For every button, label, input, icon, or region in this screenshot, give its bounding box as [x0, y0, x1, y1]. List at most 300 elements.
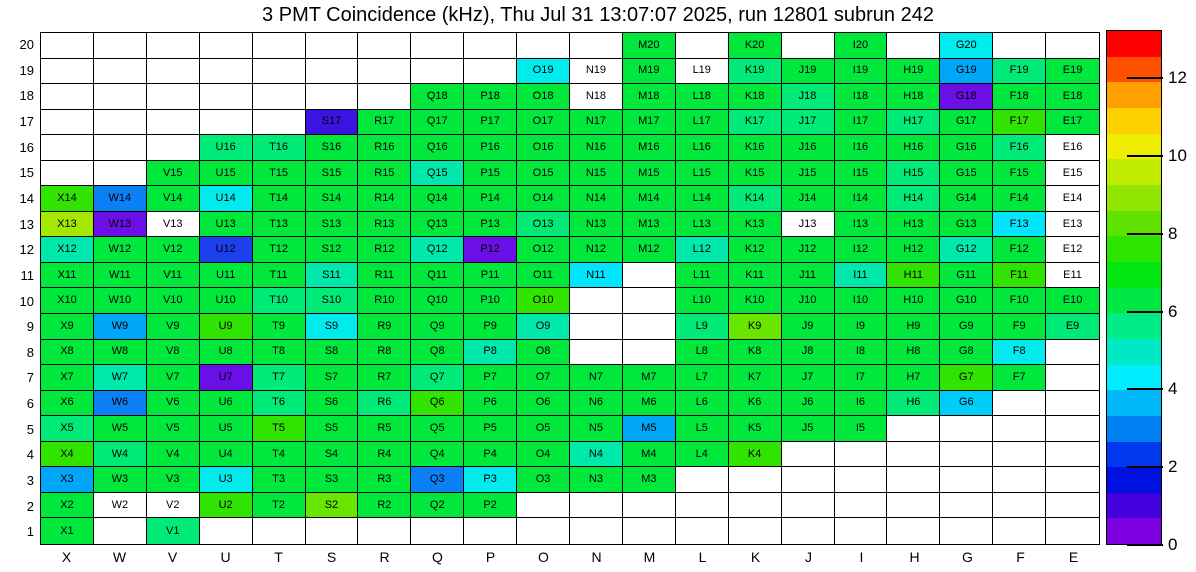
cell-O5: O5: [517, 416, 570, 442]
cell-empty: [147, 33, 200, 59]
cell-empty: [676, 33, 729, 59]
cell-K19: K19: [729, 59, 782, 85]
x-axis-label-Q: Q: [432, 549, 443, 565]
cell-I14: I14: [835, 186, 888, 212]
cell-H19: H19: [887, 59, 940, 85]
cell-H17: H17: [887, 110, 940, 136]
cell-empty: [940, 416, 993, 442]
cell-W14: W14: [94, 186, 147, 212]
cell-E10: E10: [1046, 288, 1099, 314]
cell-M6: M6: [623, 391, 676, 417]
cell-U16: U16: [200, 135, 253, 161]
colorbar-band: [1107, 159, 1161, 185]
cell-empty: [200, 59, 253, 85]
cell-R4: R4: [358, 442, 411, 468]
cell-empty: [94, 518, 147, 544]
cell-O14: O14: [517, 186, 570, 212]
cell-P13: P13: [464, 212, 517, 238]
cell-I11: I11: [835, 263, 888, 289]
cell-empty: [94, 59, 147, 85]
cell-U3: U3: [200, 467, 253, 493]
cell-empty: [41, 161, 94, 187]
colorbar-band: [1107, 416, 1161, 442]
cell-E18: E18: [1046, 84, 1099, 110]
cell-H11: H11: [887, 263, 940, 289]
colorbar-band: [1107, 288, 1161, 314]
colorbar-tick: [1127, 311, 1163, 313]
cell-S12: S12: [306, 237, 359, 263]
cell-U2: U2: [200, 493, 253, 519]
cell-U12: U12: [200, 237, 253, 263]
cell-O6: O6: [517, 391, 570, 417]
cell-S14: S14: [306, 186, 359, 212]
cell-P9: P9: [464, 314, 517, 340]
cell-V7: V7: [147, 365, 200, 391]
cell-U15: U15: [200, 161, 253, 187]
x-axis-label-S: S: [326, 549, 337, 565]
cell-empty: [623, 288, 676, 314]
cell-O10: O10: [517, 288, 570, 314]
cell-G9: G9: [940, 314, 993, 340]
cell-X6: X6: [41, 391, 94, 417]
cell-empty: [887, 442, 940, 468]
cell-empty: [94, 135, 147, 161]
y-axis-label-11: 11: [20, 267, 34, 283]
cell-empty: [676, 467, 729, 493]
cell-I8: I8: [835, 340, 888, 366]
cell-S16: S16: [306, 135, 359, 161]
cell-empty: [464, 518, 517, 544]
cell-K4: K4: [729, 442, 782, 468]
cell-J11: J11: [782, 263, 835, 289]
cell-L4: L4: [676, 442, 729, 468]
cell-empty: [887, 416, 940, 442]
cell-empty: [1046, 340, 1099, 366]
cell-empty: [887, 493, 940, 519]
cell-U9: U9: [200, 314, 253, 340]
cell-J9: J9: [782, 314, 835, 340]
cell-L16: L16: [676, 135, 729, 161]
cell-empty: [517, 493, 570, 519]
x-axis-label-R: R: [379, 549, 390, 565]
cell-R14: R14: [358, 186, 411, 212]
cell-Q16: Q16: [411, 135, 464, 161]
cell-W4: W4: [94, 442, 147, 468]
cell-empty: [147, 110, 200, 136]
cell-P5: P5: [464, 416, 517, 442]
cell-K20: K20: [729, 33, 782, 59]
cell-Q10: Q10: [411, 288, 464, 314]
cell-S4: S4: [306, 442, 359, 468]
cell-X7: X7: [41, 365, 94, 391]
cell-empty: [1046, 33, 1099, 59]
cell-empty: [940, 442, 993, 468]
cell-X4: X4: [41, 442, 94, 468]
colorbar-band: [1107, 236, 1161, 262]
cell-X2: X2: [41, 493, 94, 519]
cell-L5: L5: [676, 416, 729, 442]
cell-empty: [835, 467, 888, 493]
cell-J16: J16: [782, 135, 835, 161]
cell-empty: [782, 493, 835, 519]
y-axis-label-5: 5: [26, 421, 34, 437]
cell-empty: [570, 288, 623, 314]
cell-P18: P18: [464, 84, 517, 110]
cell-empty: [253, 518, 306, 544]
cell-empty: [835, 518, 888, 544]
cell-empty: [200, 110, 253, 136]
cell-J17: J17: [782, 110, 835, 136]
cell-J15: J15: [782, 161, 835, 187]
cell-R8: R8: [358, 340, 411, 366]
cell-T14: T14: [253, 186, 306, 212]
cell-T3: T3: [253, 467, 306, 493]
colorbar-band: [1107, 82, 1161, 108]
cell-G7: G7: [940, 365, 993, 391]
colorbar-band: [1107, 31, 1161, 57]
cell-K15: K15: [729, 161, 782, 187]
cell-T9: T9: [253, 314, 306, 340]
cell-N18: N18: [570, 84, 623, 110]
cell-empty: [517, 518, 570, 544]
cell-J13: J13: [782, 212, 835, 238]
cell-L13: L13: [676, 212, 729, 238]
cell-I12: I12: [835, 237, 888, 263]
cell-empty: [993, 391, 1046, 417]
cell-G11: G11: [940, 263, 993, 289]
cell-J6: J6: [782, 391, 835, 417]
cell-L14: L14: [676, 186, 729, 212]
cell-P3: P3: [464, 467, 517, 493]
cell-X3: X3: [41, 467, 94, 493]
cell-empty: [200, 33, 253, 59]
cell-T7: T7: [253, 365, 306, 391]
cell-empty: [623, 493, 676, 519]
cell-Q3: Q3: [411, 467, 464, 493]
cell-empty: [358, 518, 411, 544]
x-axis-label-K: K: [750, 549, 761, 565]
cell-V13: V13: [147, 212, 200, 238]
cell-E17: E17: [1046, 110, 1099, 136]
cell-M20: M20: [623, 33, 676, 59]
cell-K16: K16: [729, 135, 782, 161]
cell-S6: S6: [306, 391, 359, 417]
cell-Q2: Q2: [411, 493, 464, 519]
cell-empty: [1046, 442, 1099, 468]
cell-H16: H16: [887, 135, 940, 161]
cell-empty: [41, 84, 94, 110]
cell-N5: N5: [570, 416, 623, 442]
cell-L15: L15: [676, 161, 729, 187]
cell-I13: I13: [835, 212, 888, 238]
cell-Q6: Q6: [411, 391, 464, 417]
cell-empty: [1046, 391, 1099, 417]
cell-S11: S11: [306, 263, 359, 289]
cell-Q14: Q14: [411, 186, 464, 212]
cell-N15: N15: [570, 161, 623, 187]
cell-K17: K17: [729, 110, 782, 136]
cell-W11: W11: [94, 263, 147, 289]
cell-E11: E11: [1046, 263, 1099, 289]
colorbar-tick-label-10: 10: [1168, 146, 1187, 166]
cell-empty: [887, 33, 940, 59]
cell-empty: [623, 340, 676, 366]
cell-S7: S7: [306, 365, 359, 391]
cell-R17: R17: [358, 110, 411, 136]
cell-empty: [1046, 493, 1099, 519]
cell-F8: F8: [993, 340, 1046, 366]
colorbar-band: [1107, 262, 1161, 288]
cell-empty: [1046, 518, 1099, 544]
cell-Q5: Q5: [411, 416, 464, 442]
cell-H12: H12: [887, 237, 940, 263]
cell-W10: W10: [94, 288, 147, 314]
cell-Q7: Q7: [411, 365, 464, 391]
colorbar-tick-label-2: 2: [1168, 457, 1178, 477]
x-axis-label-U: U: [220, 549, 231, 565]
colorbar-tick: [1127, 388, 1163, 390]
y-axis-label-7: 7: [26, 370, 34, 386]
cell-T6: T6: [253, 391, 306, 417]
cell-R2: R2: [358, 493, 411, 519]
cell-empty: [358, 33, 411, 59]
cell-F18: F18: [993, 84, 1046, 110]
cell-R15: R15: [358, 161, 411, 187]
cell-U5: U5: [200, 416, 253, 442]
cell-I19: I19: [835, 59, 888, 85]
cell-G8: G8: [940, 340, 993, 366]
cell-F14: F14: [993, 186, 1046, 212]
x-axis-label-E: E: [1068, 549, 1079, 565]
cell-empty: [147, 59, 200, 85]
cell-S2: S2: [306, 493, 359, 519]
cell-L8: L8: [676, 340, 729, 366]
colorbar-band: [1107, 467, 1161, 493]
y-axis-label-13: 13: [19, 216, 34, 232]
cell-L10: L10: [676, 288, 729, 314]
cell-X13: X13: [41, 212, 94, 238]
cell-I10: I10: [835, 288, 888, 314]
cell-O7: O7: [517, 365, 570, 391]
colorbar-tick-label-6: 6: [1168, 301, 1178, 321]
cell-H15: H15: [887, 161, 940, 187]
cell-P7: P7: [464, 365, 517, 391]
cell-F17: F17: [993, 110, 1046, 136]
cell-X9: X9: [41, 314, 94, 340]
cell-empty: [306, 518, 359, 544]
x-axis-label-T: T: [274, 549, 283, 565]
cell-F15: F15: [993, 161, 1046, 187]
cell-E19: E19: [1046, 59, 1099, 85]
cell-empty: [993, 467, 1046, 493]
cell-empty: [411, 59, 464, 85]
cell-N12: N12: [570, 237, 623, 263]
cell-H8: H8: [887, 340, 940, 366]
cell-R12: R12: [358, 237, 411, 263]
x-axis-label-J: J: [805, 549, 812, 565]
cell-M4: M4: [623, 442, 676, 468]
cell-empty: [782, 467, 835, 493]
colorbar-tick-label-0: 0: [1168, 535, 1178, 554]
cell-K7: K7: [729, 365, 782, 391]
cell-W9: W9: [94, 314, 147, 340]
y-axis-label-1: 1: [26, 524, 34, 540]
cell-P4: P4: [464, 442, 517, 468]
cell-R7: R7: [358, 365, 411, 391]
cell-L9: L9: [676, 314, 729, 340]
cell-G19: G19: [940, 59, 993, 85]
cell-H10: H10: [887, 288, 940, 314]
cell-G18: G18: [940, 84, 993, 110]
cell-Q4: Q4: [411, 442, 464, 468]
cell-U14: U14: [200, 186, 253, 212]
colorbar-band: [1107, 518, 1161, 544]
cell-E15: E15: [1046, 161, 1099, 187]
cell-V8: V8: [147, 340, 200, 366]
cell-N3: N3: [570, 467, 623, 493]
cell-F9: F9: [993, 314, 1046, 340]
cell-J14: J14: [782, 186, 835, 212]
cell-R9: R9: [358, 314, 411, 340]
cell-empty: [94, 110, 147, 136]
cell-W8: W8: [94, 340, 147, 366]
colorbar-tick-label-4: 4: [1168, 379, 1178, 399]
cell-T12: T12: [253, 237, 306, 263]
cell-F16: F16: [993, 135, 1046, 161]
cell-I16: I16: [835, 135, 888, 161]
cell-P10: P10: [464, 288, 517, 314]
cell-G14: G14: [940, 186, 993, 212]
cell-M3: M3: [623, 467, 676, 493]
cell-empty: [94, 84, 147, 110]
cell-T2: T2: [253, 493, 306, 519]
colorbar-band: [1107, 390, 1161, 416]
cell-I17: I17: [835, 110, 888, 136]
cell-E13: E13: [1046, 212, 1099, 238]
cell-O16: O16: [517, 135, 570, 161]
cell-empty: [782, 442, 835, 468]
cell-J8: J8: [782, 340, 835, 366]
plot-area: [40, 32, 1100, 545]
cell-S5: S5: [306, 416, 359, 442]
y-axis-label-3: 3: [26, 473, 34, 489]
cell-empty: [306, 84, 359, 110]
cell-empty: [41, 33, 94, 59]
cell-empty: [200, 518, 253, 544]
cell-G6: G6: [940, 391, 993, 417]
cell-S13: S13: [306, 212, 359, 238]
cell-K9: K9: [729, 314, 782, 340]
y-axis-label-19: 19: [19, 62, 34, 78]
y-axis-label-15: 15: [19, 165, 34, 181]
cell-N17: N17: [570, 110, 623, 136]
cell-empty: [993, 442, 1046, 468]
cell-O13: O13: [517, 212, 570, 238]
cell-empty: [464, 59, 517, 85]
colorbar-tick: [1127, 233, 1163, 235]
cell-O4: O4: [517, 442, 570, 468]
cell-Q9: Q9: [411, 314, 464, 340]
colorbar-tick: [1127, 466, 1163, 468]
y-axis-label-12: 12: [19, 242, 34, 258]
cell-Q15: Q15: [411, 161, 464, 187]
cell-T10: T10: [253, 288, 306, 314]
cell-L12: L12: [676, 237, 729, 263]
y-axis-label-9: 9: [26, 319, 34, 335]
cell-K8: K8: [729, 340, 782, 366]
cell-L18: L18: [676, 84, 729, 110]
cell-empty: [835, 493, 888, 519]
cell-V2: V2: [147, 493, 200, 519]
cell-Q13: Q13: [411, 212, 464, 238]
cell-E9: E9: [1046, 314, 1099, 340]
cell-O12: O12: [517, 237, 570, 263]
cell-X10: X10: [41, 288, 94, 314]
cell-Q8: Q8: [411, 340, 464, 366]
cell-V12: V12: [147, 237, 200, 263]
cell-L11: L11: [676, 263, 729, 289]
colorbar-band: [1107, 365, 1161, 391]
cell-empty: [306, 59, 359, 85]
y-axis-label-4: 4: [26, 447, 34, 463]
cell-W3: W3: [94, 467, 147, 493]
cell-T13: T13: [253, 212, 306, 238]
cell-M17: M17: [623, 110, 676, 136]
cell-G17: G17: [940, 110, 993, 136]
cell-O15: O15: [517, 161, 570, 187]
cell-L19: L19: [676, 59, 729, 85]
cell-empty: [358, 59, 411, 85]
y-axis-label-14: 14: [19, 190, 34, 206]
y-axis-label-2: 2: [26, 498, 34, 514]
cell-K14: K14: [729, 186, 782, 212]
cell-H18: H18: [887, 84, 940, 110]
x-axis-label-I: I: [859, 549, 864, 565]
cell-P15: P15: [464, 161, 517, 187]
cell-M7: M7: [623, 365, 676, 391]
cell-M13: M13: [623, 212, 676, 238]
cell-V9: V9: [147, 314, 200, 340]
cell-empty: [358, 84, 411, 110]
cell-empty: [570, 314, 623, 340]
cell-P14: P14: [464, 186, 517, 212]
cell-empty: [411, 518, 464, 544]
x-axis-label-F: F: [1016, 549, 1025, 565]
cell-empty: [306, 33, 359, 59]
cell-empty: [729, 493, 782, 519]
cell-S15: S15: [306, 161, 359, 187]
cell-V14: V14: [147, 186, 200, 212]
cell-V5: V5: [147, 416, 200, 442]
cell-empty: [570, 33, 623, 59]
cell-O18: O18: [517, 84, 570, 110]
cell-empty: [940, 518, 993, 544]
cell-empty: [1046, 365, 1099, 391]
cell-R11: R11: [358, 263, 411, 289]
cell-P2: P2: [464, 493, 517, 519]
cell-R5: R5: [358, 416, 411, 442]
cell-empty: [94, 33, 147, 59]
cell-V15: V15: [147, 161, 200, 187]
colorbar-tick-label-12: 12: [1168, 68, 1187, 88]
cell-L17: L17: [676, 110, 729, 136]
cell-N13: N13: [570, 212, 623, 238]
cell-F19: F19: [993, 59, 1046, 85]
cell-S3: S3: [306, 467, 359, 493]
cell-I5: I5: [835, 416, 888, 442]
cell-T5: T5: [253, 416, 306, 442]
cell-J18: J18: [782, 84, 835, 110]
